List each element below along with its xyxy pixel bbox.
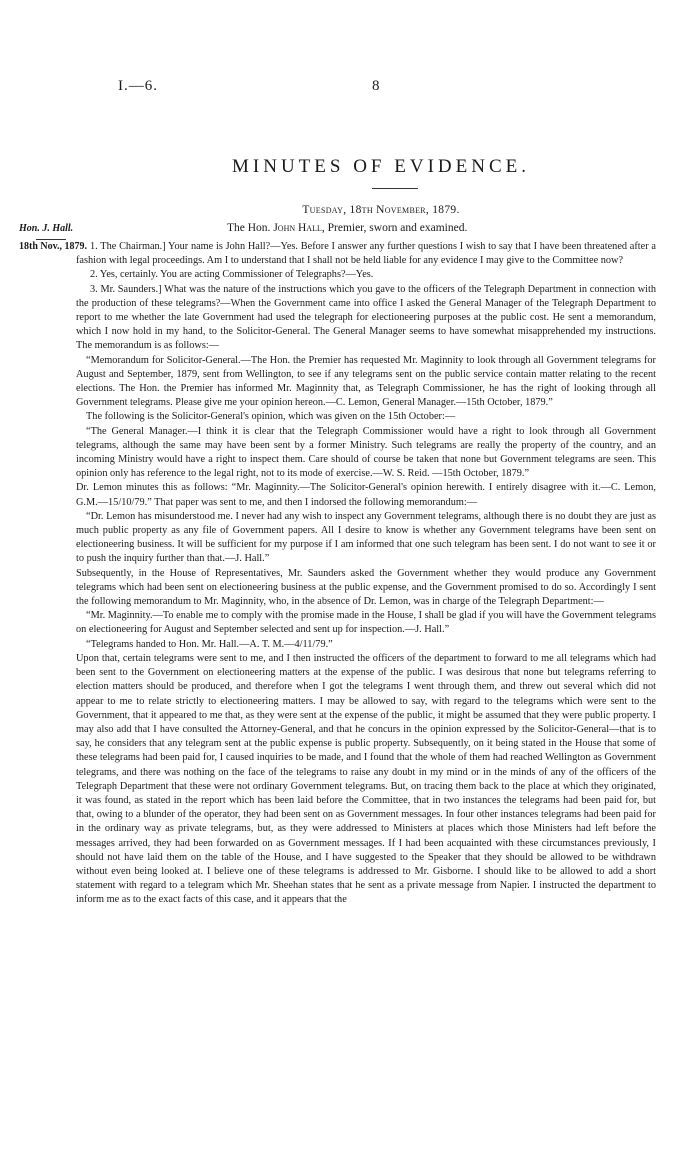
paragraph: The following is the Solicitor-General's opinion, which was given on the 15th October:—	[86, 411, 456, 423]
quoted-opinion: “The General Manager.—I think it is clear that the Telegraph Commissioner would have a right to look through all Government telegrams, although the same may have been sent by a former Ministry. Such telegrams are really the property of the country, and an incoming Ministry would have a right to inspect them. Care should of course be taken that none but Government telegrams are seen. This opinion only has reference to the legal right, not to its mode of exercise.—W. S. Reid. —15th October, 1879.”	[76, 425, 656, 480]
paragraph: 2. Yes, certainly. You are acting Commissioner of Telegraphs?—Yes.	[90, 269, 374, 281]
margin-witness-name: Hon. J. Hall.	[19, 223, 74, 234]
session-date: Tuesday, 18th November, 1879.	[302, 204, 460, 216]
quoted-memorandum: “Mr. Maginnity.—To enable me to comply with the promise made in the House, I shall be glad if you will have the Government telegrams on electioneering for August and September selected and sent up for inspection.—J. Hall.”	[76, 610, 656, 636]
paragraph: Subsequently, in the House of Representatives, Mr. Saunders asked the Government whether they would produce any Government telegrams which had been sent on electioneering business at the public expense, and the Government promised to do so. Accordingly I sent the following memorandum to Mr. Maginnity, who, in the absence of Dr. Lemon, was in charge of the Telegraph Department:—	[76, 567, 656, 608]
paragraph: 3. Mr. Saunders.] What was the nature of the instructions which you gave to the officers of the Telegraph Department in connection with the production of these telegrams?—When the Government came into office I asked the General Manager of the Telegraph Department to report to me whether the late Government had used the telegraph for electioneering purposes at the public cost. He sent a memorandum, which I now hold in my hand, to the Solicitor-General. The General Manager seems to have somewhat misapprehended my instructions. The memorandum is as follows:—	[76, 283, 656, 352]
witness-name: John Hall	[273, 222, 322, 234]
margin-divider	[36, 239, 66, 240]
quoted-memorandum: “Memorandum for Solicitor-General.—The Hon. the Premier has requested Mr. Maginnity to look through all Government telegrams for August and September, 1879, sent from Wellington, to see if any telegrams sent on the public service contain matter relating to the recent elections. The Hon. the Premier has informed Mr. Maginnity that, as Telegraph Commissioner, he has the right of looking through all Government telegrams. Please give me your opinion hereon.—C. Lemon, General Manager.—15th October, 1879.”	[76, 354, 656, 409]
evidence-text	[76, 240, 656, 908]
witness-line	[227, 222, 467, 234]
paragraph: Dr. Lemon minutes this as follows: “Mr. Maginnity.—The Solicitor-General's opinion herewith. I entirely disagree with it.—C. Lemon, G.M.—15/10/79.” That paper was sent to me, and then I indorsed the following memorandum:—	[76, 482, 656, 508]
document-title: MINUTES OF EVIDENCE.	[232, 156, 530, 177]
witness-suffix: , Premier, sworn and examined.	[321, 222, 468, 234]
page-number: 8	[372, 78, 380, 94]
quoted-note: “Telegrams handed to Hon. Mr. Hall.—A. T. M.—4/11/79.”	[86, 638, 333, 650]
paragraph: Upon that, certain telegrams were sent to me, and I then instructed the officers of the department to forward to me all telegrams which had been sent to the Government on electioneering matters at the expense of the public. I was desirous that none but telegrams referring to election matters should be produced, and therefore when I got the telegrams I went through them, and threw out several which did not appear to me to relate strictly to electioneering matters. I may be allowed to say, with regard to the telegrams which were sent to the Government, that it appeared to me that, as they were sent at the expense of the public, it might be assumed that they were public property. I may also add that I have consulted the Attorney-General, and that he concurs in the opinion expressed by the Solicitor-General—that is to say, he considers that any telegram sent at the public expense is public property. Subsequently, on it being stated in the House that some of these telegrams had been paid for, I caused inquiries to be made, and I found that the whole of them had reached Wellington as Government telegrams, and there was nothing on the face of the telegrams to raise any doubt in my mind or in the minds of any of the officers of the Telegraph Department that these were not ordinary Government telegrams. But, on tracing them back to the place at which they originated, it was found, as stated in the report which has been laid before the Committee, that in two instances the telegrams had been paid for, but that, owing to a blunder of the operator, they had been sent on as Government messages. In four other instances telegrams had been paid for in the ordinary way as private telegrams, but, as they were addressed to Ministers at places which those Ministers had left before the messages arrived, they had been forwarded on as Government messages. If I had been acquainted with these circumstances previously, I should not have laid them on the table of the House, and I have suggested to the Speaker that they should be allowed to be withdrawn without even being looked at. I believe one of these telegrams is addressed to Mr. Gisborne. I should like to be allowed to add a short statement with regard to a telegram which Mr. Sheehan states that he sent as a private message from Napier. I instructed the department to inform me as to the exact facts of this case, and it appears that the	[76, 652, 656, 906]
quoted-memorandum: “Dr. Lemon has misunderstood me. I never had any wish to inspect any Government telegrams, although there is no doubt they are just as much public property as any file of Government papers. All I desire to know is whether any Government telegrams have been sent on electioneering business. It will be sufficient for my purpose if I am informed that one such telegram has been sent. I do not want to see it or to push the inquiry further than that.—J. Hall.”	[76, 510, 656, 565]
title-divider	[372, 188, 418, 189]
witness-prefix: The Hon.	[227, 222, 271, 234]
margin-date: 18th Nov., 1879.	[19, 241, 88, 252]
page-reference: I.—6.	[118, 78, 158, 94]
paragraph: 1. The Chairman.] Your name is John Hall?—Yes. Before I answer any further questions I wish to say that I have been threatened after a fashion with legal proceedings. Am I to understand that I shall not be held liable for any evidence I may give to the Committee now?	[76, 241, 656, 267]
